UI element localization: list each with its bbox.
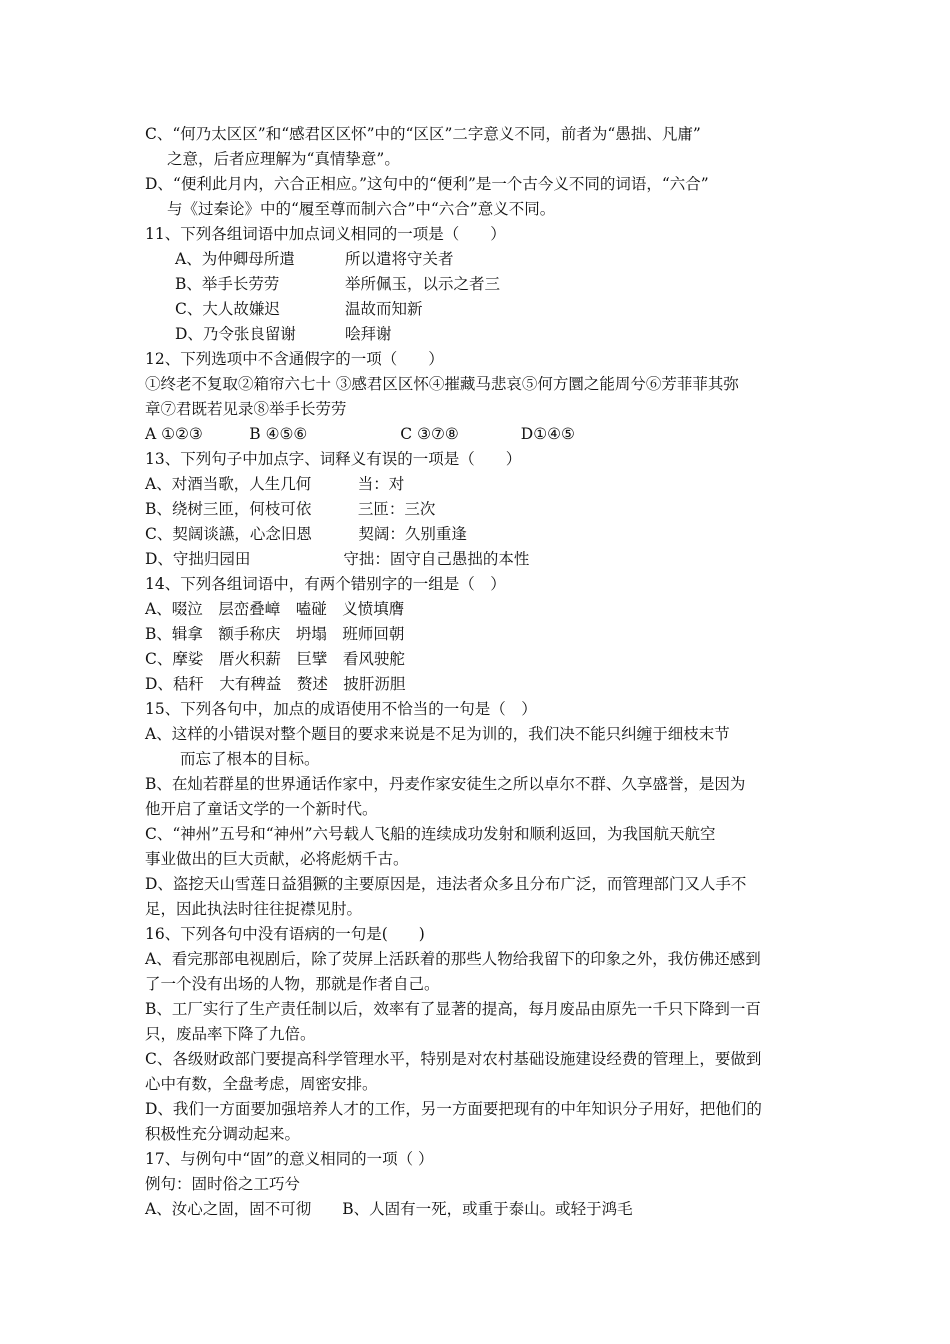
text-line: 与《过秦论》中的“履至尊而制六合”中“六合”意义不同。 [167, 200, 556, 218]
option-left: A、为仲卿母所遣 [175, 250, 295, 268]
option-line: D、我们一方面要加强培养人才的工作，另一方面要把现有的中年知识分子用好，把他们的 [145, 1100, 762, 1118]
text-line: ①终老不复取②箱帘六七十 ③感君区区怀④摧藏马悲哀⑤何方圜之能周兮⑥芳菲菲其弥 [145, 375, 739, 393]
question-13-stem: 13、下列句子中加点字、词释义有误的一项是（ ） [145, 450, 522, 468]
option-line: 事业做出的巨大贡献，必将彪炳千古。 [145, 850, 409, 868]
question-11-stem: 11、下列各组词语中加点词义相同的一项是（ ） [145, 225, 506, 243]
question-17-stem: 17、与例句中“固”的意义相同的一项（ ） [145, 1150, 434, 1168]
option-line: C、契阔谈讌，心念旧恩 契阔：久别重逢 [145, 525, 467, 543]
question-16-stem: 16、下列各句中没有语病的一句是( ) [145, 925, 425, 943]
option-line: C、摩娑 厝火积薪 巨擘 看风驶舵 [145, 650, 405, 668]
option-left: D、乃令张良留谢 [175, 325, 296, 343]
option-line: 积极性充分调动起来。 [145, 1125, 301, 1143]
option-line: C、各级财政部门要提高科学管理水平，特别是对农村基础设施建设经费的管理上，要做到 [145, 1050, 762, 1068]
text-line: D、“便利此月内，六合正相应。”这句中的“便利”是一个古今义不同的词语，“六合” [145, 175, 709, 193]
option-line: A、看完那部电视剧后，除了荧屏上活跃着的那些人物给我留下的印象之外，我仿佛还感到 [145, 950, 761, 968]
option-right: 哙拜谢 [345, 325, 392, 343]
example-sentence: 例句：固时俗之工巧兮 [145, 1175, 301, 1193]
option-line: B、在灿若群星的世界通话作家中，丹麦作家安徒生之所以卓尔不群、久享盛誉，是因为 [145, 775, 746, 793]
option-right: 所以遣将守关者 [345, 250, 454, 268]
option-line: 而忘了根本的目标。 [180, 750, 320, 768]
option-line: A、汝心之固，固不可彻 B、人固有一死，或重于泰山。或轻于鸿毛 [145, 1200, 633, 1218]
option-row [145, 272, 815, 297]
option-line: A、这样的小错误对整个题目的要求来说是不足为训的，我们决不能只纠缠于细枝末节 [145, 725, 730, 743]
option-line: B、绕树三匝，何枝可依 三匝：三次 [145, 500, 436, 518]
option-row [145, 297, 815, 322]
option-line: D、秸秆 大有稗益 赘述 披肝沥胆 [145, 675, 406, 693]
option-line: D、守拙归园田 守拙：固守自己愚拙的本性 [145, 550, 530, 568]
option-row [145, 322, 815, 347]
document-page [145, 122, 815, 1222]
option-line: B、工厂实行了生产责任制以后，效率有了显著的提高，每月废品由原先一千只下降到一百 [145, 1000, 761, 1018]
question-15-stem: 15、下列各句中，加点的成语使用不恰当的一句是（ ） [145, 700, 537, 718]
option-line: C、“神州”五号和“神州”六号载人飞船的连续成功发射和顺利返回，为我国航天航空 [145, 825, 716, 843]
option-line: 他开启了童话文学的一个新时代。 [145, 800, 378, 818]
text-line: 之意，后者应理解为“真情挚意”。 [167, 150, 400, 168]
question-12-stem: 12、下列选项中不含通假字的一项（ ） [145, 350, 444, 368]
option-line: A、啜泣 层峦叠嶂 嗑碰 义愤填膺 [145, 600, 405, 618]
option-right: 温故而知新 [345, 300, 423, 318]
text-line: 章⑦君既若见录⑧举手长劳劳 [145, 400, 347, 418]
option-line: A、对酒当歌，人生几何 当：对 [145, 475, 405, 493]
option-line: D、盗挖天山雪莲日益猖獗的主要原因是，违法者众多且分布广泛，而管理部门又人手不 [145, 875, 747, 893]
option-left: B、举手长劳劳 [175, 275, 280, 293]
option-line: 了一个没有出场的人物，那就是作者自己。 [145, 975, 440, 993]
text-line: C、“何乃太区区”和“感君区区怀”中的“区区”二字意义不同，前者为“愚拙、凡庸” [145, 125, 701, 143]
answer-options: A ①②③ B ④⑤⑥ C ③⑦⑧ D①④⑤ [145, 425, 575, 443]
option-line: B、辑拿 额手称庆 坍塌 班师回朝 [145, 625, 405, 643]
option-right: 举所佩玉，以示之者三 [345, 275, 501, 293]
option-line: 足，因此执法时往往捉襟见肘。 [145, 900, 363, 918]
option-left: C、大人故嫌迟 [175, 300, 280, 318]
question-14-stem: 14、下列各组词语中，有两个错别字的一组是（ ） [145, 575, 506, 593]
option-row [145, 247, 815, 272]
option-line: 心中有数，全盘考虑，周密安排。 [145, 1075, 378, 1093]
option-line: 只，废品率下降了九倍。 [145, 1025, 316, 1043]
